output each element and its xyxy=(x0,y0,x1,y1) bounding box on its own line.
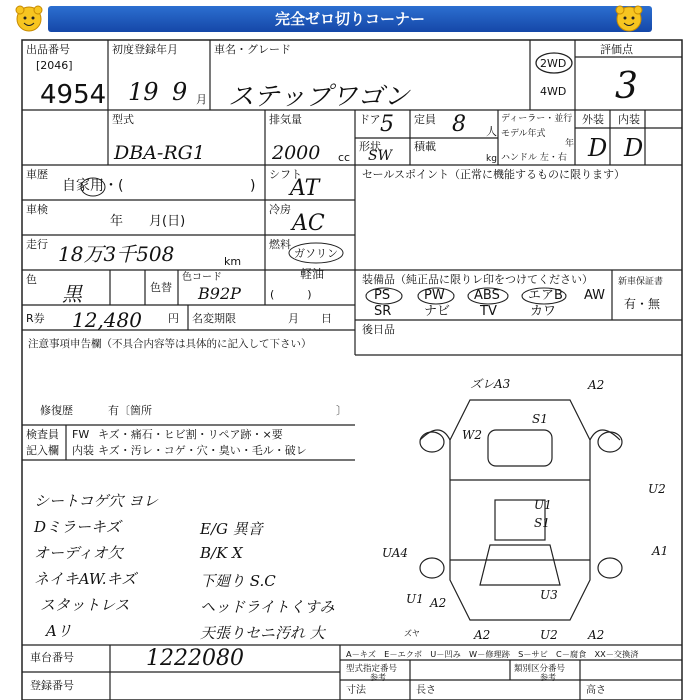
remark-right-5: 天張りセニ汚れ 大 xyxy=(200,624,325,642)
color-code-value: B92P xyxy=(198,284,241,303)
inspector-row1-head: FW xyxy=(72,428,90,441)
name-change-value: 月 日 xyxy=(288,312,332,325)
remark-right-4: ヘッドライトくすみ xyxy=(200,598,335,616)
color-value: 黒 xyxy=(62,282,82,306)
damage-mark-13: A2 xyxy=(474,628,491,642)
history-close: ) xyxy=(250,178,256,194)
history-value: 自家用・( xyxy=(62,178,124,194)
interior-label: 内装 xyxy=(618,113,640,126)
wheel-front-right-icon xyxy=(598,432,622,452)
recycle-unit: 円 xyxy=(168,312,179,325)
type-cert-label: 型式指定番号 xyxy=(346,664,398,674)
displacement-unit: cc xyxy=(338,151,351,164)
damage-mark-10: U1 xyxy=(406,592,424,606)
equipment-airbag: エアB xyxy=(528,288,563,303)
remark-3: オーディオ欠 xyxy=(34,544,123,562)
drive-4wd: 4WD xyxy=(540,85,567,98)
color-label: 色 xyxy=(26,273,37,286)
history-label: 車歴 xyxy=(26,168,48,181)
equipment-ps: PS xyxy=(374,288,391,303)
remark-right-1: E/G 異音 xyxy=(200,520,263,538)
inspector-label-1: 検査員 xyxy=(26,428,59,441)
damage-mark-5: U2 xyxy=(648,482,666,496)
ac-value: AC xyxy=(292,211,325,236)
lot-sub: [2046] xyxy=(36,59,73,72)
equipment-leather: カワ xyxy=(530,304,557,319)
car-windshield xyxy=(488,430,552,466)
wheel-front-left-icon xyxy=(420,432,444,452)
sales-point-title: セールスポイント（正常に機能するものに限ります） xyxy=(362,168,626,181)
damage-mark-11: A2 xyxy=(430,596,447,610)
damage-mark-1: ズレA3 xyxy=(470,377,511,391)
displacement-label: 排気量 xyxy=(269,113,302,126)
equipment-check-circles-icon xyxy=(362,286,582,306)
class-label: 類別区分番号 xyxy=(514,664,566,674)
displacement-value: 2000 xyxy=(272,142,321,164)
repair-value: 有〔箇所 xyxy=(108,404,152,417)
mileage-unit: km xyxy=(224,255,242,268)
inspector-label-2: 記入欄 xyxy=(26,444,59,457)
damage-mark-7: S1 xyxy=(534,516,550,530)
inspection-label: 車検 xyxy=(26,203,48,216)
height-label: 高さ xyxy=(586,685,606,696)
inspector-row2-items: キズ・汚レ・コゲ・穴・臭い・毛ル・破レ xyxy=(98,444,307,457)
reg-label: 登録番号 xyxy=(30,679,74,692)
capacity-label: 定員 xyxy=(414,113,436,126)
fuel-value: ガソリン xyxy=(294,247,338,260)
repair-label: 修復歴 xyxy=(40,404,73,417)
damage-mark-9: A1 xyxy=(652,544,669,558)
first-reg-year: 19 xyxy=(128,78,159,106)
drive-2wd: 2WD xyxy=(540,57,567,70)
damage-mark-15: A2 xyxy=(588,628,605,642)
car-mirror-left xyxy=(420,430,450,440)
car-mirror-right xyxy=(590,430,620,440)
drive-2wd-circle-icon xyxy=(534,50,574,76)
equipment-aw: AW xyxy=(584,288,606,303)
shift-value: AT xyxy=(290,176,320,201)
type-cert-ref: 参考 xyxy=(370,673,386,682)
remark-right-2: B/K X xyxy=(200,544,243,562)
mileage-value: 18万3千508 xyxy=(58,242,175,266)
diagram-front-label: ズヤ xyxy=(404,629,420,638)
load-label: 積載 xyxy=(414,140,436,153)
first-reg-month-unit: 月 xyxy=(196,93,207,106)
name-change-label: 名変期限 xyxy=(192,312,236,325)
lot-label: 出品番号 xyxy=(26,43,70,56)
exterior-label: 外装 xyxy=(582,113,604,126)
wheel-rear-left-icon xyxy=(420,558,444,578)
remark-2: Dミラーキズ xyxy=(34,518,121,536)
recycle-label: R券 xyxy=(26,312,45,325)
exterior-value: D xyxy=(588,134,608,162)
model-value: DBA-RG1 xyxy=(114,142,205,164)
rear-seat-label: 後日品 xyxy=(362,323,395,336)
frame-value: 1222080 xyxy=(146,646,244,671)
car-rear-window xyxy=(480,545,560,585)
wheel-rear-right-icon xyxy=(598,558,622,578)
recycle-value: 12,480 xyxy=(72,308,142,332)
eval-label: 評価点 xyxy=(600,43,633,56)
color-change-label: 色替 xyxy=(150,281,172,294)
model-year-label: モデル年式 xyxy=(501,129,546,139)
damage-mark-3: S1 xyxy=(532,412,548,426)
ac-label: 冷房 xyxy=(269,203,291,216)
mileage-label: 走行 xyxy=(26,238,48,251)
doors-label: ドア xyxy=(359,113,381,126)
model-label: 型式 xyxy=(112,113,134,126)
equipment-title: 装備品（純正品に限りレ印をつけてください） xyxy=(362,273,593,286)
fuel-option: 軽油 xyxy=(300,267,325,281)
eval-value: 3 xyxy=(615,66,638,107)
load-unit: kg xyxy=(486,154,497,164)
banner-title: 完全ゼロ切りコーナー xyxy=(274,10,425,28)
inspection-value: 年 月(日) xyxy=(110,214,186,229)
car-name-value: ステップワゴン xyxy=(228,82,410,112)
lot-number: 4954 xyxy=(40,80,107,110)
history-circle-icon xyxy=(80,176,106,198)
inspector-row1-items: キズ・痛石・ヒビ割・リペア跡・×要 xyxy=(98,428,283,441)
size-label: 寸法 xyxy=(346,685,366,696)
fuel-circle-icon xyxy=(288,242,344,264)
damage-mark-6: U1 xyxy=(534,498,552,512)
shape-value: SW xyxy=(368,148,392,164)
length-label: 長さ xyxy=(416,685,436,696)
handle-label: ハンドル 左・右 xyxy=(501,153,567,163)
remark-right-3: 下廻り S.C xyxy=(200,572,276,590)
notes-title: 注意事項申告欄（不具合内容等は具体的に記入して下さい） xyxy=(28,338,312,350)
dealer-label: ディーラー・並行 xyxy=(501,114,573,124)
equipment-pw: PW xyxy=(424,288,445,303)
fuel-label: 燃料 xyxy=(269,238,291,251)
year-unit: 年 xyxy=(565,139,575,149)
fuel-paren: ( ) xyxy=(270,288,312,301)
car-name-label: 車名・グレード xyxy=(214,43,291,56)
damage-mark-8: UA4 xyxy=(382,546,409,560)
equipment-navi: ナビ xyxy=(424,304,451,319)
first-reg-label: 初度登録年月 xyxy=(112,43,178,56)
remark-1: シートコゲ穴 ヨレ xyxy=(34,492,159,510)
frame-label: 車台番号 xyxy=(30,651,74,664)
damage-mark-4: W2 xyxy=(462,428,482,442)
doors-value: 5 xyxy=(380,112,394,137)
damage-mark-12: U3 xyxy=(540,588,558,602)
remark-5: スタットレス xyxy=(40,596,130,614)
repair-close: 〕 xyxy=(336,404,347,417)
warranty-value: 有・無 xyxy=(624,297,661,311)
damage-mark-14: U2 xyxy=(540,628,558,642)
equipment-tv: TV xyxy=(480,304,497,319)
equipment-sr: SR xyxy=(374,304,392,319)
inspector-row2-head: 内装 xyxy=(72,444,94,457)
class-ref: 参考 xyxy=(540,673,556,682)
shape-label: 形状 xyxy=(359,140,381,153)
damage-mark-2: A2 xyxy=(588,378,605,392)
shift-label: シフト xyxy=(269,168,302,181)
equipment-abs: ABS xyxy=(474,288,500,303)
warranty-label: 新車保証書 xyxy=(618,277,664,287)
first-reg-month: 9 xyxy=(172,78,188,106)
color-code-label: 色コード xyxy=(182,272,222,283)
interior-value: D xyxy=(624,134,644,162)
capacity-value: 8 xyxy=(452,112,466,137)
capacity-unit: 人 xyxy=(486,125,497,138)
remark-6: Aリ xyxy=(46,622,72,640)
remark-4: ネイキAW.キズ xyxy=(34,570,137,588)
damage-legend: A－キズ E－エクボ U－凹み W－修理跡 S－サビ C－腐食 XX－交換済 xyxy=(346,649,639,659)
